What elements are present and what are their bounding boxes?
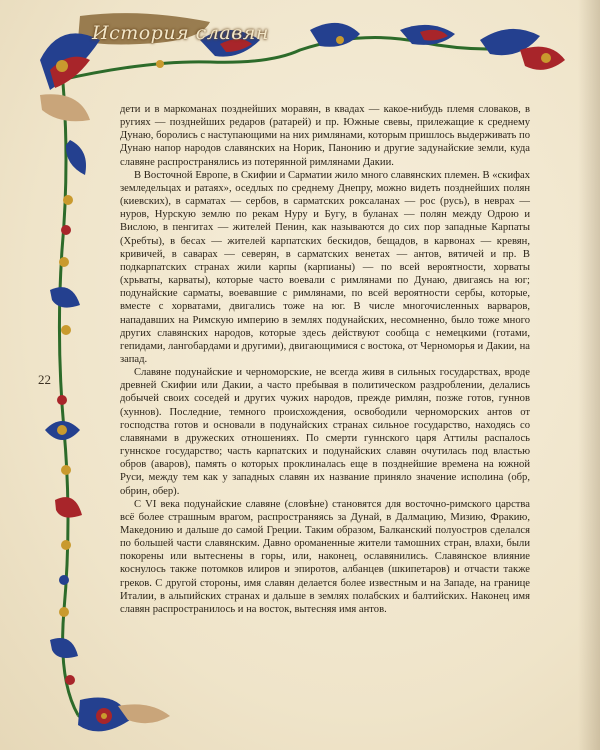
header-title: История славян: [92, 22, 269, 44]
paragraph: В Восточной Европе, в Скифии и Сарматии жило много славянских племен. В «скифах земледельцах и ратаях», оседлых по среднему Днепру, можно видеть позднейших полян (киевских), в сарматах — сербов, в сарматских роксаланах — рос (русь), в неврах — нуров, Нурскую землю по рекам Нуру и Бугу, в буланах — полян между Одрою и Вислою, в пенгитах — жителей Пенин, как называются до сих пор западные Карпаты (Хребты), в бесах — жителей карпатских бескидов, бещадов, в карвонах — кревян, кривичей, в саварах — северян, в сарматских венетах — антов, вятичей и пр. В подкарпатских странах жили карпы (карпианы) — по всей вероятности, хорваты (хрьваты, карваты), которые часто воевали с римлянами по Дунаю, двигаясь на юг; подунайские сарматы, воевавшие с римлянами, по всей вероятности сербы, которые, вместе с хорватами, двигались тоже на юг. В числе многочисленных варваров, нападавших на Римскую империю в землях подунайских, несомненно, было тоже много других славянских народов, которые здесь действуют сообща с немецкими (готами, гепидами, лангобардами и другими), двигающимися с востока, от Черноморья и Дакии, на запад.: [120, 169, 530, 365]
paragraph: дети и в маркоманах позднейших моравян, в квадах — какое-нибудь племя словаков, в ругиях — позднейших редаров (ратарей) и пр. Южные свевы, прилежащие к среднему Дунаю, боролись с наступающими на них римлянами, которым пришлось выдерживать по Дунаю напор народов славянских на Норик, Панонию и другие задунайские земли, куда славяне распространялись из потерянной римлянами Дакии.: [120, 104, 530, 168]
corner-ornament-top-left: [40, 33, 100, 90]
body-text: [120, 103, 530, 616]
paragraph: Славяне подунайские и черноморские, не всегда живя в сильных государствах, вроде древней Скифии или Дакии, а часто пребывая в политическом раздроблении, делались добычей своих соседей и других чужих народов, прежде римлян, позже готов, гуннов (хуннов). Последние, темного происхождения, освободили черноморских антов от господства готов и основали в подунайских странах сильное государство, находясь со славянами в дружеских отношениях. По смерти гуннского царя Аттилы распалось гуннское государство; часть карпатских и подунайских славян очутилась под властью обров (аваров), память о которых проклиналась еще в позднейшие времена на южной Руси, между тем как у западных славян их название приняло значение исполина (обр, обрин, обер).: [120, 367, 530, 497]
page-number: 22: [38, 372, 51, 387]
corner-ornament-bottom-left: [78, 698, 170, 732]
paragraph: С VI века подунайские славяне (словѣне) становятся для восточно-римского царства всё более страшным врагом, распространяясь за Дунай, в Далмацию, Мизию, Фракию, Македонию и дальше до самой Греции. Таким образом, Балканский полуостров сделался по большей части славянским. Давно оромaненные жители тамошних стран, влахи, были покорены или вытеснены в горы, или, наконец, ославянились. Славянское влияние коснулось также потомков илиров и эпиротов, албанцев (шкипетаров) и отчасти также греков. С другой стороны, имя славян делается более известным и на Западе, на границе Италии, в альпийских странах и дальше в землях полабских и балтийских. Наконец имя славян распространилось и на восток, вытесняя имя антов.: [120, 498, 530, 615]
